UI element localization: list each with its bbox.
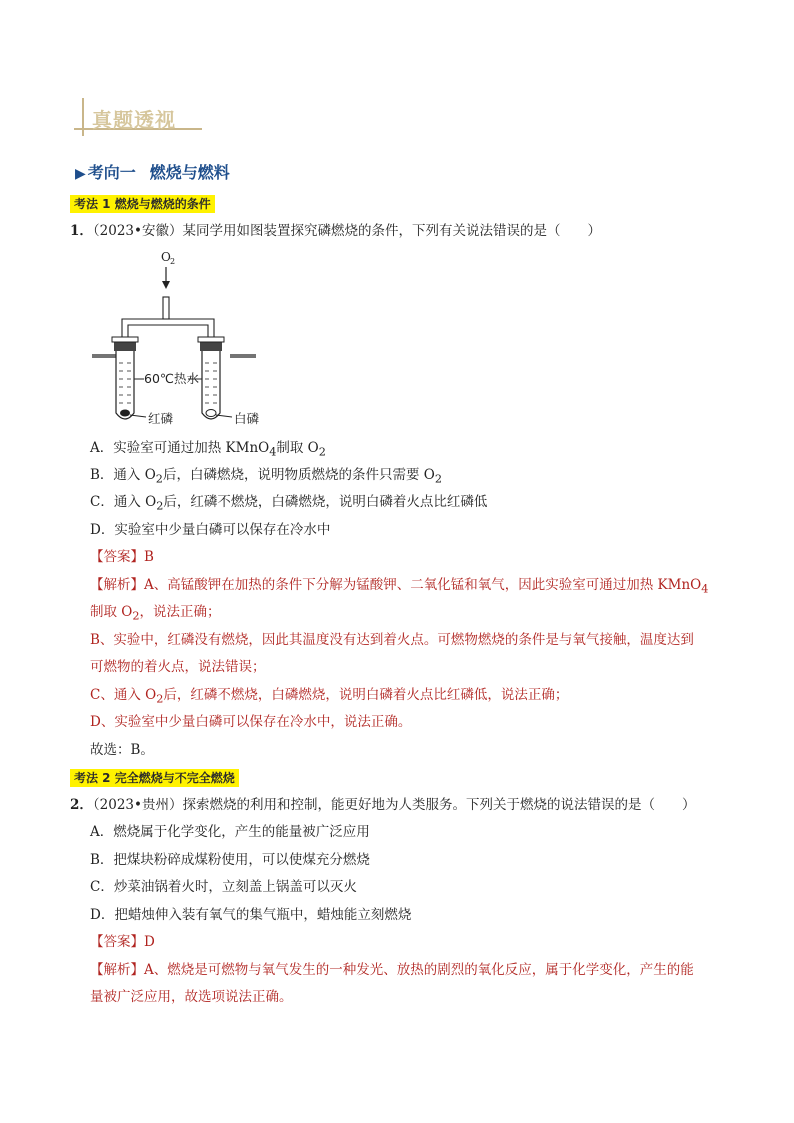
q1-explanation-line1 xyxy=(90,575,708,600)
q1-explanation-line6: D、实验室中少量白磷可以保存在冷水中，说法正确。 xyxy=(90,714,412,730)
q1-stem: （2023•安徽）某同学用如图装置探究磷燃烧的条件，下列有关说法错误的是（ ） xyxy=(92,223,601,239)
q2-explanation-line1: 【解析】A、燃烧是可燃物与氧气发生的一种发光、放热的剧烈的氧化反应，属于化学变化，产生的能 xyxy=(90,962,694,978)
q1-option-b-sub: 2 xyxy=(155,472,163,486)
q1-option-d: D．实验室中少量白磷可以保存在冷水中 xyxy=(90,522,331,538)
q1-option-c-tail: 后，红磷不燃烧，白磷燃烧，说明白磷着火点比红磷低 xyxy=(163,494,488,510)
q1-explanation-line3: B、实验中，红磷没有燃烧，因此其温度没有达到着火点。可燃物燃烧的条件是与氧气接触，温度达到 xyxy=(90,632,694,648)
kaofa-2-tag: 考法 2 完全燃烧与不完全燃烧 xyxy=(70,769,239,787)
q1-exp3: C、通入 O xyxy=(90,687,157,703)
q1-option-a-tail: 制取 O xyxy=(276,440,319,456)
q1-stem-line xyxy=(70,221,601,241)
q1-conclusion: 故选：B。 xyxy=(90,742,154,758)
q1-explanation-line2 xyxy=(90,602,221,627)
q2-option-c: C．炒菜油锅着火时，立刻盖上锅盖可以灭火 xyxy=(90,879,357,895)
q1-exp1b: 制取 O xyxy=(90,604,133,620)
direction-label: 考向一 xyxy=(87,163,136,182)
gas-label: O xyxy=(161,250,171,264)
q1-exp1b-tail: ，说法正确； xyxy=(139,604,221,620)
q2-stem: （2023•贵州）探索燃烧的利用和控制，能更好地为人类服务。下列关于燃烧的说法错误的是（ ） xyxy=(92,797,696,813)
q1-exp1a-sub: 4 xyxy=(701,582,709,596)
q1-option-a xyxy=(90,438,326,463)
q2-option-d: D．把蜡烛伸入装有氧气的集气瓶中，蜡烛能立刻燃烧 xyxy=(90,907,412,923)
q2-explanation-line2: 量被广泛应用，故选项说法正确。 xyxy=(90,989,293,1005)
q1-option-b xyxy=(90,465,442,490)
q1-exp3-sub: 2 xyxy=(156,692,164,706)
q1-option-c-text: C．通入 O xyxy=(90,494,157,510)
q1-option-b-text: B．通入 O xyxy=(90,467,156,483)
banner-decoration xyxy=(82,98,84,136)
phosphorus-experiment-diagram xyxy=(88,245,288,430)
white-phosphorus-label: 白磷 xyxy=(234,411,260,426)
q1-option-a-text: A．实验室可通过加热 KMnO xyxy=(90,440,270,456)
q2-stem-line xyxy=(70,795,695,815)
q1-option-c xyxy=(90,492,487,517)
triangle-arrow-icon: ▶ xyxy=(75,166,86,182)
q1-number: 1． xyxy=(70,223,93,239)
q1-option-a-sub2: 2 xyxy=(318,445,326,459)
q1-exp1b-sub: 2 xyxy=(132,609,140,623)
direction-title: 燃烧与燃料 xyxy=(149,163,230,182)
q2-answer: 【答案】D xyxy=(90,934,155,950)
water-label: 60℃热水 xyxy=(144,371,199,386)
gas-label-sub: 2 xyxy=(170,257,176,266)
q1-explanation-line5 xyxy=(90,685,568,710)
kaofa-1-tag: 考法 1 燃烧与燃烧的条件 xyxy=(70,195,215,213)
banner-title: 真题透视 xyxy=(92,108,176,132)
q1-option-b-sub2: 2 xyxy=(434,472,442,486)
q1-option-c-sub: 2 xyxy=(156,499,164,513)
q2-option-b: B．把煤块粉碎成煤粉使用，可以使煤充分燃烧 xyxy=(90,852,370,868)
direction-heading xyxy=(75,160,230,183)
q2-number: 2． xyxy=(70,797,93,813)
q1-explanation-line4: 可燃物的着火点，说法错误； xyxy=(90,659,266,675)
q2-option-a: A．燃烧属于化学变化，产生的能量被广泛应用 xyxy=(90,824,370,840)
q1-answer: 【答案】B xyxy=(90,549,154,565)
red-phosphorus-label: 红磷 xyxy=(148,411,174,426)
q1-exp1a: 【解析】A、高锰酸钾在加热的条件下分解为锰酸钾、二氧化锰和氧气，因此实验室可通过加热 KMnO xyxy=(90,577,702,593)
q1-option-b-tail: 后，白磷燃烧，说明物质燃烧的条件只需要 O xyxy=(162,467,435,483)
q1-exp3-tail: 后，红磷不燃烧，白磷燃烧，说明白磷着火点比红磷低，说法正确； xyxy=(163,687,569,703)
section-banner xyxy=(74,98,204,138)
q1-option-a-sub: 4 xyxy=(269,445,277,459)
